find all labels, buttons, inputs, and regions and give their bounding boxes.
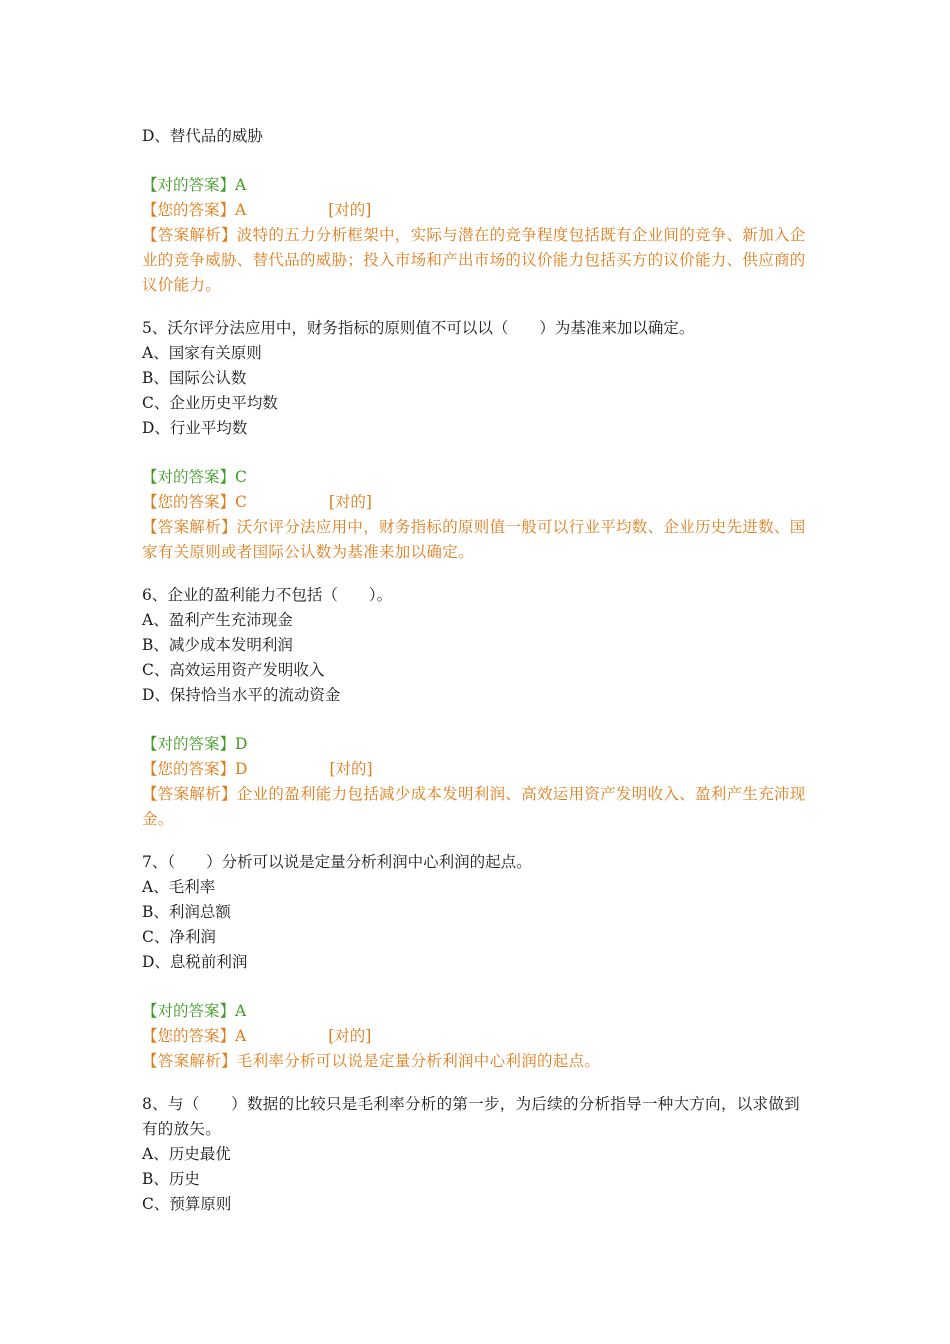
question-6 bbox=[142, 583, 812, 832]
verdict-label: [对的] bbox=[328, 201, 372, 219]
exam-page bbox=[142, 124, 812, 1217]
option-b: B、国际公认数 bbox=[142, 369, 247, 387]
verdict-label: [对的] bbox=[328, 493, 372, 511]
answer-analysis: 【答案解析】波特的五力分析框架中，实际与潜在的竞争程度包括既有企业间的竞争、新加入企业的竞争威胁、替代品的威胁；投入市场和产出市场的议价能力包括买方的议价能力、供应商的议价能力。 bbox=[142, 226, 806, 294]
verdict-label: [对的] bbox=[329, 760, 373, 778]
your-answer: 【您的答案】C bbox=[142, 493, 247, 511]
question-text: 5、沃尔评分法应用中，财务指标的原则值不可以以（ ）为基准来加以确定。 bbox=[142, 319, 695, 337]
your-answer-row bbox=[142, 1024, 812, 1049]
option-c: C、高效运用资产发明收入 bbox=[142, 661, 325, 679]
option-a: A、国家有关原则 bbox=[142, 344, 262, 362]
question-8 bbox=[142, 1092, 812, 1217]
answer-analysis: 【答案解析】毛利率分析可以说是定量分析利润中心利润的起点。 bbox=[142, 1052, 601, 1070]
option-c: C、企业历史平均数 bbox=[142, 394, 278, 412]
correct-answer: 【对的答案】A bbox=[142, 176, 247, 194]
question-7 bbox=[142, 850, 812, 1074]
option-b: B、利润总额 bbox=[142, 903, 231, 921]
your-answer-row bbox=[142, 757, 812, 782]
option-d: D、行业平均数 bbox=[142, 419, 248, 437]
answer-analysis: 【答案解析】企业的盈利能力包括减少成本发明利润、高效运用资产发明收入、盈利产生充沛现金。 bbox=[142, 785, 806, 828]
question-5 bbox=[142, 316, 812, 565]
your-answer-row bbox=[142, 490, 812, 515]
question-text: 7、（ ）分析可以说是定量分析利润中心利润的起点。 bbox=[142, 853, 532, 871]
correct-answer: 【对的答案】D bbox=[142, 735, 248, 753]
option-b: B、历史 bbox=[142, 1170, 200, 1188]
correct-answer: 【对的答案】A bbox=[142, 1002, 247, 1020]
option-a: A、历史最优 bbox=[142, 1145, 231, 1163]
your-answer: 【您的答案】A bbox=[142, 201, 247, 219]
option-c: C、预算原则 bbox=[142, 1195, 232, 1213]
answer-analysis: 【答案解析】沃尔评分法应用中，财务指标的原则值一般可以行业平均数、企业历史先进数、国家有关原则或者国际公认数为基准来加以确定。 bbox=[142, 518, 806, 561]
question-text: 8、与（ ）数据的比较只是毛利率分析的第一步，为后续的分析指导一种大方向，以求做到有的放矢。 bbox=[142, 1095, 800, 1138]
your-answer: 【您的答案】A bbox=[142, 1027, 247, 1045]
option-a: A、盈利产生充沛现金 bbox=[142, 611, 293, 629]
verdict-label: [对的] bbox=[328, 1027, 372, 1045]
option-b: B、减少成本发明利润 bbox=[142, 636, 293, 654]
your-answer: 【您的答案】D bbox=[142, 760, 248, 778]
option-a: A、毛利率 bbox=[142, 878, 216, 896]
option-c: C、净利润 bbox=[142, 928, 216, 946]
option-d: D、替代品的威胁 bbox=[142, 127, 263, 145]
correct-answer: 【对的答案】C bbox=[142, 468, 247, 486]
your-answer-row bbox=[142, 198, 812, 223]
question-4 bbox=[142, 124, 812, 298]
option-d: D、保持恰当水平的流动资金 bbox=[142, 686, 341, 704]
question-text: 6、企业的盈利能力不包括（ ）。 bbox=[142, 586, 393, 604]
option-d: D、息税前利润 bbox=[142, 953, 248, 971]
